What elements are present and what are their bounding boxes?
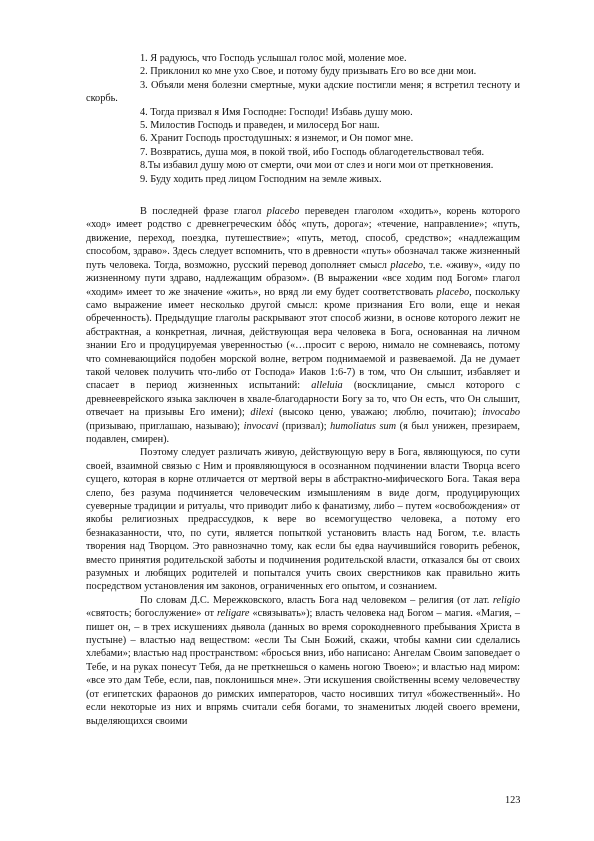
paragraph-living-faith: Поэтому следует различать живую, действующую веру в Бога, являющуюся, по сути своей, взаимной связью с Ним и проявляющуюся в осознанном подчинении власти Творца всего сущего, которая в корне отличается от мертвой веры в абстрактно-мифического Бога. Такая вера слепо, без разума подчиняется человеческим измышлениям в виде догм, продуцирующих суеверные традиции и ритуалы, что приводит либо к фанатизму, либо – путем «освобождения» от якобы религиозных предрассудков, к вере во всемогущество человека, а потому его безнаказанности, что, по сути, является попыткой установить власть над Богом, т.е. власть творения над Творцом. Это равнозначно тому, как если бы едва научившийся говорить ребенок, вместо принятия родительской заботы и подчинения родительской власти, отказался бы от своих разумных и любящих родителей и попытался учить своих сверстников как правильно жить посредством установления им законов, ограниченных его опытом, и сознанием. [86,447,520,593]
latin-term: invocabo [482,407,520,419]
text-segment: , т.е. «живу», «иду по жизненному пути здраво, надлежащим образом». (В выражении «все ходим под Богом» глагол «ходим» имеет то же значение «жить», но вряд ли ему будет соответствовать [86,259,520,298]
text-segment: (восклицание, смысл которого с древнееврейского языка заключен в хвале-благодарности Богу за то, что Он есть, что Он слышит, отвечает на призывы Его имени); [86,380,520,419]
text-segment: «связывать»); власть человека над Богом – магия. «Магия, – пишет он, – в трех искушениях дьявола (данных во время сорокодневного пребывания Христа в пустыне) – властью над веществом: «если Ты Сын Божий, скажи, чтобы камни сии сделались хлебами»; властью над пространством: «бросься вниз, ибо написано: Ангелам Своим заповедает о Тебе, и на руках понесут Тебя, да не преткнешься о камень ногою Твоею»; и властью над миром: «все это дам Тебе, если, пав, поклонишься мне». Эти искушения свойственны всему человечеству (от египетских фараонов до римских императоров, часто носивших титул «божественный». Но если некоторые из них и впрямь считали себя богами, то знаменитых людей своего времени, выделяющихся своими [86,608,520,727]
paragraph-placebo [86,205,520,446]
verse-8: 8.Ты избавил душу мою от смерти, очи мои от слез и ноги мои от преткновения. [140,160,494,172]
latin-term: alleluia [311,380,343,392]
verse-4: 4. Тогда призвал я Имя Господне: Господи! Избавь душу мою. [140,106,413,118]
spacer [86,186,520,205]
paragraph-merezhkovsky [86,594,520,728]
latin-term: placebo [390,259,424,271]
text-segment: В последней фразе глагол [140,206,267,218]
latin-term: dilexi [250,407,274,419]
verse-5: 5. Милостив Господь и праведен, и милосерд Бог наш. [140,120,380,132]
latin-term: invocavi [243,420,279,432]
text-segment: (призываю, приглашаю, называю); [86,420,244,432]
text-segment: переведен глаголом «ходить», корень которого «ход» имеет родство с древнегреческим ὁδός «путь, дорога»; «течение, направление»; «путь, движение, переход, поездка, путешествие»; «путь, метод, способ, средство»; «надлежащим способом, здраво». Здесь следует вспомнить, что в древности «путь» обозначал также жизненный путь человека. Тогда, возможно, русский перевод дополняет смысл [86,206,520,271]
page-number: 123 [505,795,521,806]
verse-9: 9. Буду ходить пред лицом Господним на земле живых. [140,173,382,185]
latin-term: placebo [436,286,470,298]
verse-1: 1. Я радуюсь, что Господь услышал голос мой, моление мое. [140,53,407,64]
verse-2: 2. Приклонил ко мне ухо Свое, и потому буду призывать Его во все дни мои. [140,66,477,78]
text-segment: (высоко ценю, уважаю; люблю, почитаю); [273,407,483,419]
verse-6: 6. Хранит Господь простодушных: я изнемог, и Он помог мне. [140,133,414,145]
latin-term: humoliatus sum [330,420,397,432]
page-text [86,52,520,728]
latin-term: religio [492,594,520,606]
verse-7: 7. Возвратись, душа моя, в покой твой, ибо Господь облагодетельствовал тебя. [140,146,485,158]
latin-term: placebo [266,206,300,218]
text-segment: По словам Д.С. Мережковского, власть Бога над человеком – религия (от лат. [140,594,493,606]
text-segment: (я был унижен, презираем, подавлен, смирен). [86,420,521,445]
text-segment: «святость; богослужение» от [86,608,218,620]
text-segment: , поскольку само выражение имеет несколько другой смысл: кроме признания Его воли, еще и некая обреченность). Предыдущие глаголы раскрывают этот способ жизни, в основе которого лежит не абстрактная, а конкретная, личная, действующая вера человека в Бога, основанная на личном знании Его и продуцируемая уверенностью («…просит с верою, нимало не сомневаясь, потому что сомневающийся подобен морской волне, ветром поднимаемой и развеваемой. Да не думает такой человек получить что-либо от Господа» Иаков 1:6-7) в том, что Он слышит, избавляет и спасает в период жизненных испытаний: [86,286,520,392]
text-segment: (призвал); [278,420,331,432]
latin-term: religare [217,608,250,620]
verse-3: 3. Объяли меня болезни смертные, муки адские постигли меня; я встретил тесноту и скорбь. [86,79,520,105]
